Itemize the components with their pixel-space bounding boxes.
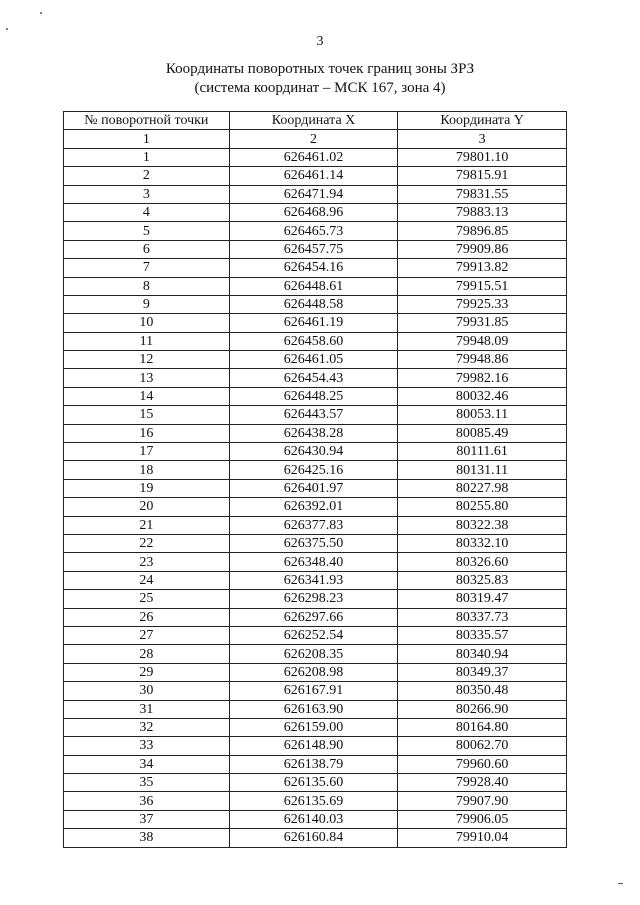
point-number-cell: 3 bbox=[64, 185, 230, 203]
coordinate-y-cell: 79907.90 bbox=[398, 792, 567, 810]
coordinate-x-cell: 626208.35 bbox=[229, 645, 398, 663]
coordinate-y-cell: 79896.85 bbox=[398, 222, 567, 240]
table-row bbox=[64, 424, 567, 442]
column-number-row bbox=[64, 130, 567, 148]
point-number-cell: 9 bbox=[64, 295, 230, 313]
document-title bbox=[0, 60, 640, 98]
table-row bbox=[64, 259, 567, 277]
coordinate-y-cell: 80350.48 bbox=[398, 682, 567, 700]
point-number-cell: 26 bbox=[64, 608, 230, 626]
header-point-number: № поворотной точки bbox=[64, 112, 230, 130]
coordinate-x-cell: 626461.02 bbox=[229, 148, 398, 166]
point-number-cell: 19 bbox=[64, 479, 230, 497]
coordinate-y-cell: 80319.47 bbox=[398, 590, 567, 608]
scan-speck bbox=[618, 883, 623, 884]
coordinate-x-cell: 626454.16 bbox=[229, 259, 398, 277]
table-row bbox=[64, 185, 567, 203]
point-number-cell: 29 bbox=[64, 663, 230, 681]
point-number-cell: 6 bbox=[64, 240, 230, 258]
coordinate-x-cell: 626377.83 bbox=[229, 516, 398, 534]
table-body bbox=[64, 148, 567, 847]
table-row bbox=[64, 608, 567, 626]
coordinate-x-cell: 626461.19 bbox=[229, 314, 398, 332]
point-number-cell: 20 bbox=[64, 498, 230, 516]
point-number-cell: 24 bbox=[64, 571, 230, 589]
table-row bbox=[64, 774, 567, 792]
coordinate-y-cell: 80053.11 bbox=[398, 406, 567, 424]
title-line-1: Координаты поворотных точек границ зоны ЗРЗ bbox=[165, 61, 475, 77]
coordinate-x-cell: 626208.98 bbox=[229, 663, 398, 681]
point-number-cell: 12 bbox=[64, 351, 230, 369]
table-row bbox=[64, 534, 567, 552]
coordinate-y-cell: 79960.60 bbox=[398, 755, 567, 773]
coordinate-x-cell: 626448.61 bbox=[229, 277, 398, 295]
coordinate-y-cell: 80332.10 bbox=[398, 534, 567, 552]
point-number-cell: 7 bbox=[64, 259, 230, 277]
table-row bbox=[64, 553, 567, 571]
coordinate-x-cell: 626443.57 bbox=[229, 406, 398, 424]
coordinate-x-cell: 626438.28 bbox=[229, 424, 398, 442]
point-number-cell: 38 bbox=[64, 829, 230, 847]
coordinate-x-cell: 626457.75 bbox=[229, 240, 398, 258]
table-row bbox=[64, 240, 567, 258]
coordinate-y-cell: 80062.70 bbox=[398, 737, 567, 755]
table-row bbox=[64, 479, 567, 497]
point-number-cell: 13 bbox=[64, 369, 230, 387]
point-number-cell: 4 bbox=[64, 203, 230, 221]
coordinate-y-cell: 79948.86 bbox=[398, 351, 567, 369]
page-number: 3 bbox=[316, 34, 324, 49]
table-row bbox=[64, 590, 567, 608]
header-coordinate-y: Координата Y bbox=[398, 112, 567, 130]
coordinate-y-cell: 79928.40 bbox=[398, 774, 567, 792]
scan-speck bbox=[40, 12, 42, 14]
column-number-1: 1 bbox=[64, 130, 230, 148]
table-row bbox=[64, 148, 567, 166]
table-row bbox=[64, 203, 567, 221]
table-row bbox=[64, 167, 567, 185]
coordinate-x-cell: 626465.73 bbox=[229, 222, 398, 240]
table-row bbox=[64, 718, 567, 736]
point-number-cell: 22 bbox=[64, 534, 230, 552]
point-number-cell: 28 bbox=[64, 645, 230, 663]
coordinate-x-cell: 626348.40 bbox=[229, 553, 398, 571]
table-row bbox=[64, 461, 567, 479]
table-row bbox=[64, 810, 567, 828]
coordinates-table bbox=[63, 111, 567, 848]
coordinate-y-cell: 80164.80 bbox=[398, 718, 567, 736]
point-number-cell: 34 bbox=[64, 755, 230, 773]
coordinate-y-cell: 79801.10 bbox=[398, 148, 567, 166]
column-number-3: 3 bbox=[398, 130, 567, 148]
coordinate-x-cell: 626252.54 bbox=[229, 626, 398, 644]
coordinate-y-cell: 80111.61 bbox=[398, 443, 567, 461]
table-row bbox=[64, 663, 567, 681]
coordinate-x-cell: 626160.84 bbox=[229, 829, 398, 847]
coordinate-y-cell: 80326.60 bbox=[398, 553, 567, 571]
point-number-cell: 10 bbox=[64, 314, 230, 332]
coordinate-x-cell: 626430.94 bbox=[229, 443, 398, 461]
point-number-cell: 18 bbox=[64, 461, 230, 479]
coordinate-x-cell: 626448.58 bbox=[229, 295, 398, 313]
table-row bbox=[64, 682, 567, 700]
header-coordinate-x: Координата X bbox=[229, 112, 398, 130]
coordinate-x-cell: 626135.60 bbox=[229, 774, 398, 792]
point-number-cell: 21 bbox=[64, 516, 230, 534]
coordinate-x-cell: 626461.14 bbox=[229, 167, 398, 185]
point-number-cell: 14 bbox=[64, 387, 230, 405]
coordinate-x-cell: 626468.96 bbox=[229, 203, 398, 221]
table-row bbox=[64, 406, 567, 424]
table-row bbox=[64, 571, 567, 589]
table-row bbox=[64, 737, 567, 755]
point-number-cell: 8 bbox=[64, 277, 230, 295]
point-number-cell: 16 bbox=[64, 424, 230, 442]
table-row bbox=[64, 369, 567, 387]
coordinate-x-cell: 626140.03 bbox=[229, 810, 398, 828]
point-number-cell: 32 bbox=[64, 718, 230, 736]
table-row bbox=[64, 351, 567, 369]
coordinate-y-cell: 79906.05 bbox=[398, 810, 567, 828]
coordinate-y-cell: 79910.04 bbox=[398, 829, 567, 847]
column-number-2: 2 bbox=[229, 130, 398, 148]
coordinate-x-cell: 626167.91 bbox=[229, 682, 398, 700]
table-row bbox=[64, 792, 567, 810]
coordinate-x-cell: 626471.94 bbox=[229, 185, 398, 203]
point-number-cell: 15 bbox=[64, 406, 230, 424]
point-number-cell: 17 bbox=[64, 443, 230, 461]
table-row bbox=[64, 295, 567, 313]
coordinate-y-cell: 79925.33 bbox=[398, 295, 567, 313]
coordinate-y-cell: 79915.51 bbox=[398, 277, 567, 295]
coordinate-x-cell: 626375.50 bbox=[229, 534, 398, 552]
coordinate-x-cell: 626298.23 bbox=[229, 590, 398, 608]
coordinate-y-cell: 80349.37 bbox=[398, 663, 567, 681]
table-row bbox=[64, 387, 567, 405]
coordinate-y-cell: 80085.49 bbox=[398, 424, 567, 442]
point-number-cell: 31 bbox=[64, 700, 230, 718]
table-row bbox=[64, 516, 567, 534]
table-row bbox=[64, 645, 567, 663]
coordinate-y-cell: 79913.82 bbox=[398, 259, 567, 277]
coordinate-x-cell: 626448.25 bbox=[229, 387, 398, 405]
coordinate-y-cell: 80325.83 bbox=[398, 571, 567, 589]
table-row bbox=[64, 498, 567, 516]
point-number-cell: 33 bbox=[64, 737, 230, 755]
coordinate-y-cell: 80266.90 bbox=[398, 700, 567, 718]
point-number-cell: 37 bbox=[64, 810, 230, 828]
table-row bbox=[64, 755, 567, 773]
table-row bbox=[64, 700, 567, 718]
point-number-cell: 23 bbox=[64, 553, 230, 571]
coordinate-x-cell: 626297.66 bbox=[229, 608, 398, 626]
table-row bbox=[64, 443, 567, 461]
point-number-cell: 36 bbox=[64, 792, 230, 810]
point-number-cell: 35 bbox=[64, 774, 230, 792]
coordinate-x-cell: 626163.90 bbox=[229, 700, 398, 718]
table-header-row bbox=[64, 112, 567, 130]
coordinate-y-cell: 80227.98 bbox=[398, 479, 567, 497]
coordinate-x-cell: 626458.60 bbox=[229, 332, 398, 350]
coordinate-x-cell: 626454.43 bbox=[229, 369, 398, 387]
coordinate-y-cell: 80335.57 bbox=[398, 626, 567, 644]
coordinate-x-cell: 626148.90 bbox=[229, 737, 398, 755]
point-number-cell: 1 bbox=[64, 148, 230, 166]
table-row bbox=[64, 314, 567, 332]
coordinate-y-cell: 79982.16 bbox=[398, 369, 567, 387]
point-number-cell: 2 bbox=[64, 167, 230, 185]
table-row bbox=[64, 277, 567, 295]
table-row bbox=[64, 626, 567, 644]
point-number-cell: 27 bbox=[64, 626, 230, 644]
coordinate-x-cell: 626341.93 bbox=[229, 571, 398, 589]
coordinate-y-cell: 79909.86 bbox=[398, 240, 567, 258]
scan-speck bbox=[6, 28, 8, 30]
table-row bbox=[64, 332, 567, 350]
title-line-2: (система координат – МСК 167, зона 4) bbox=[194, 80, 446, 96]
coordinate-x-cell: 626425.16 bbox=[229, 461, 398, 479]
coordinate-y-cell: 79948.09 bbox=[398, 332, 567, 350]
coordinate-y-cell: 80340.94 bbox=[398, 645, 567, 663]
point-number-cell: 11 bbox=[64, 332, 230, 350]
coordinate-y-cell: 79883.13 bbox=[398, 203, 567, 221]
coordinate-x-cell: 626159.00 bbox=[229, 718, 398, 736]
point-number-cell: 30 bbox=[64, 682, 230, 700]
coordinate-y-cell: 80255.80 bbox=[398, 498, 567, 516]
point-number-cell: 25 bbox=[64, 590, 230, 608]
coordinate-y-cell: 80131.11 bbox=[398, 461, 567, 479]
coordinate-x-cell: 626461.05 bbox=[229, 351, 398, 369]
point-number-cell: 5 bbox=[64, 222, 230, 240]
coordinate-y-cell: 80337.73 bbox=[398, 608, 567, 626]
coordinate-y-cell: 80032.46 bbox=[398, 387, 567, 405]
coordinate-x-cell: 626135.69 bbox=[229, 792, 398, 810]
coordinate-y-cell: 79815.91 bbox=[398, 167, 567, 185]
table-row bbox=[64, 222, 567, 240]
coordinate-x-cell: 626401.97 bbox=[229, 479, 398, 497]
coordinate-y-cell: 79931.85 bbox=[398, 314, 567, 332]
table-row bbox=[64, 829, 567, 847]
coordinate-y-cell: 80322.38 bbox=[398, 516, 567, 534]
coordinate-x-cell: 626392.01 bbox=[229, 498, 398, 516]
coordinate-y-cell: 79831.55 bbox=[398, 185, 567, 203]
coordinate-x-cell: 626138.79 bbox=[229, 755, 398, 773]
